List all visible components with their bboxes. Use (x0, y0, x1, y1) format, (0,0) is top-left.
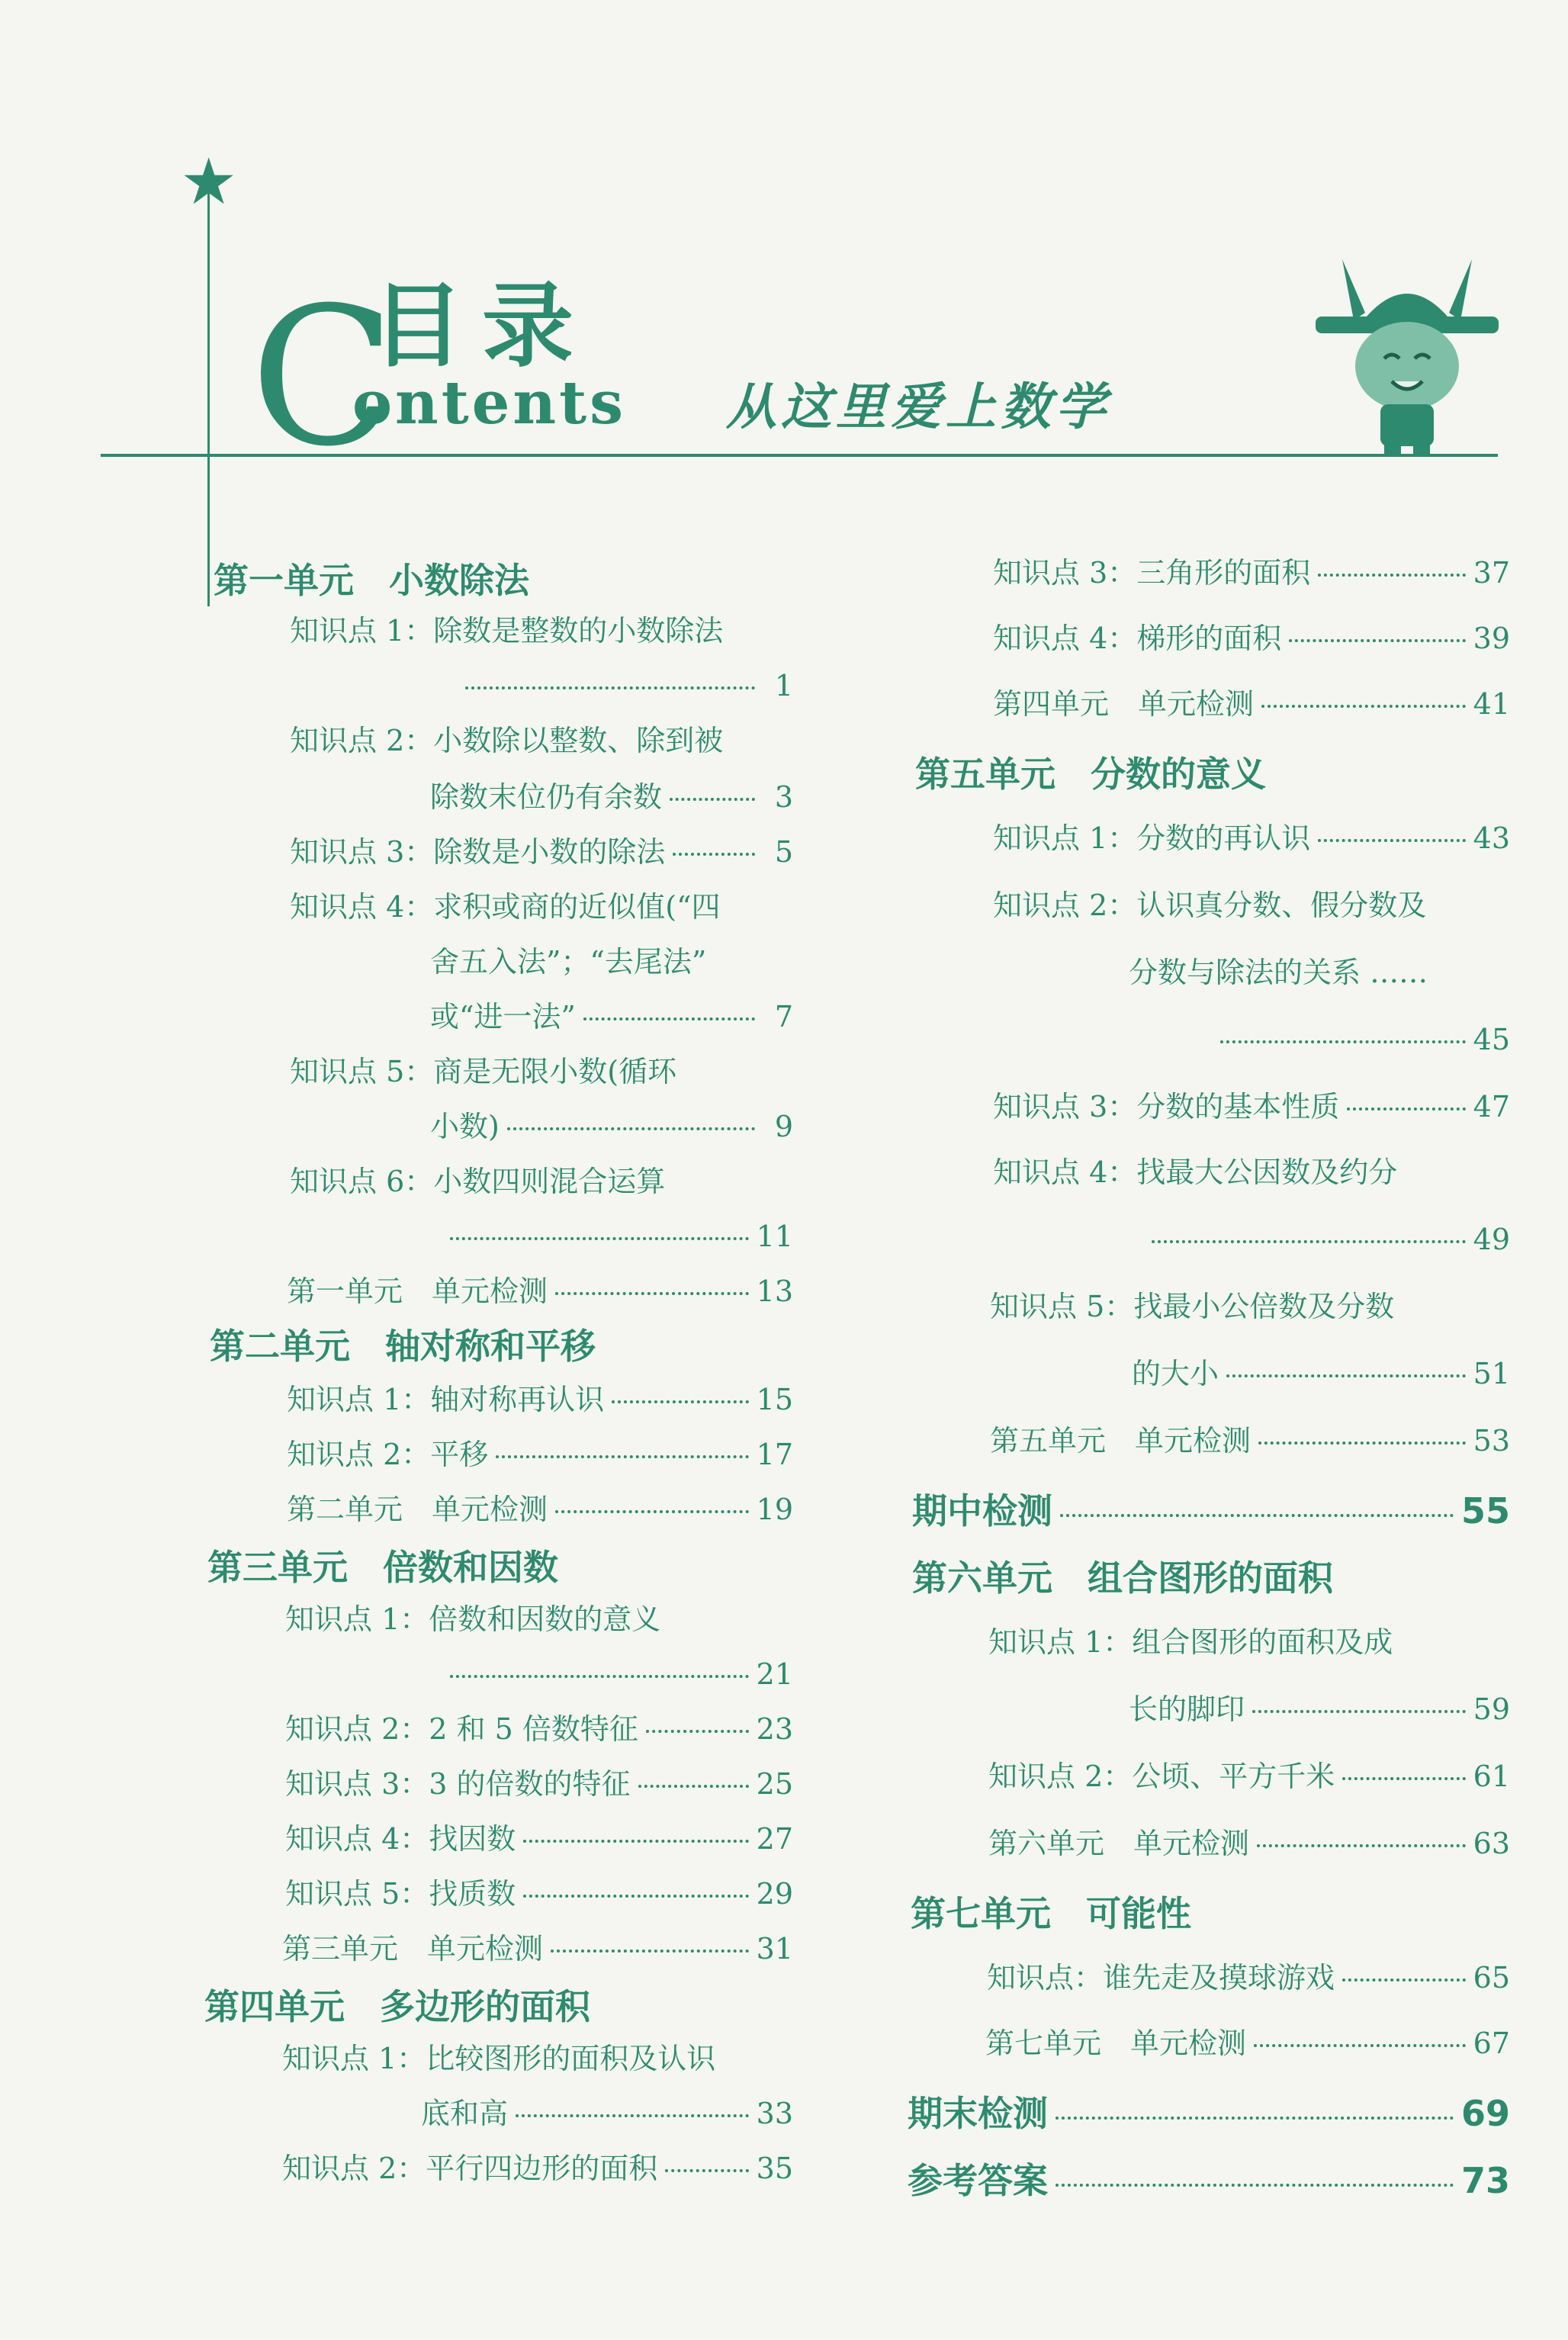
toc-entry-text: 第七单元 单元检测 (985, 2027, 1247, 2060)
toc-page-number: 53 (1473, 1424, 1510, 1458)
toc-entry-text: 知识点 1：分数的再认识 (993, 821, 1311, 855)
toc-entry (993, 687, 1510, 721)
dot-leader (523, 1840, 748, 1843)
toc-page-number: 33 (756, 2097, 793, 2130)
dot-leader (1226, 1374, 1466, 1377)
toc-entry-text: 参考答案 (908, 2160, 1048, 2201)
dot-leader (1347, 1107, 1465, 1111)
toc-entry-text: 知识点 4：找因数 (285, 1822, 516, 1856)
toc-entry-text: 舍五入法”；“去尾法” (430, 945, 707, 979)
toc-entry (988, 1829, 1510, 1858)
toc-entry-text: 知识点 1：倍数和因数的意义 (285, 1602, 661, 1636)
toc-unit-heading (210, 1326, 596, 1367)
toc-page-number: 5 (774, 835, 793, 869)
toc-entry (993, 821, 1510, 855)
toc-entry-text: 期中检测 (912, 1490, 1052, 1532)
dot-leader (551, 1949, 749, 1953)
toc-entry (987, 1963, 1510, 1992)
toc-entry-text: 知识点 2：平行四边形的面积 (282, 2152, 658, 2185)
toc-page-number: 21 (756, 1657, 793, 1691)
dot-leader (1056, 2184, 1454, 2187)
page-title: 目录 (372, 272, 592, 380)
toc-page-number: 61 (1473, 1760, 1510, 1793)
toc-entry-text: 第七单元 可能性 (911, 1893, 1191, 1934)
toc-unit-heading (207, 1547, 558, 1588)
toc-entry-text: 知识点 2：平移 (287, 1438, 489, 1471)
toc-page-number: 59 (1473, 1692, 1510, 1726)
toc-entry (993, 1158, 1397, 1187)
dot-leader (1318, 574, 1465, 577)
dot-leader (465, 686, 755, 689)
toc-unit-heading (912, 1557, 1333, 1599)
toc-page-number: 49 (1473, 1223, 1510, 1256)
dot-leader (450, 1237, 749, 1240)
toc-entry-text: 知识点 2：公顷、平方千米 (988, 1760, 1335, 1793)
page-title-en: ontents (352, 368, 627, 438)
toc-page-number: 11 (756, 1220, 793, 1253)
dot-leader (1258, 1442, 1466, 1445)
toc-entry (421, 2099, 793, 2128)
toc-entry-text: 知识点 1：轴对称再认识 (287, 1383, 605, 1416)
toc-entry-text: 知识点 4：梯形的面积 (993, 622, 1282, 655)
dot-leader (1060, 1514, 1454, 1517)
toc-page-number: 63 (1473, 1827, 1510, 1860)
toc-unit-heading (204, 1986, 590, 2027)
toc-entry (442, 1657, 793, 1691)
toc-entry (287, 1385, 793, 1414)
dot-leader (673, 853, 755, 856)
toc-page-number: 1 (774, 669, 793, 702)
dot-leader (1254, 2044, 1466, 2047)
dot-leader (1342, 1978, 1466, 1982)
toc-entry-text: 第四单元 多边形的面积 (204, 1986, 590, 2027)
toc-entry (1129, 958, 1428, 987)
toc-entry (430, 1112, 793, 1141)
toc-entry (285, 1877, 793, 1911)
dot-leader (612, 1400, 748, 1403)
toc-entry (282, 2154, 793, 2183)
toc-page-number: 9 (774, 1110, 793, 1143)
dot-leader (665, 2169, 748, 2172)
toc-entry-text: 知识点 2：认识真分数、假分数及 (993, 889, 1427, 922)
dot-leader (1220, 1040, 1466, 1043)
dot-leader (555, 1292, 749, 1295)
toc-entry (985, 2029, 1510, 2058)
toc-page-number: 39 (1473, 622, 1510, 655)
dot-leader (638, 1785, 749, 1788)
toc-entry-text: 第四单元 单元检测 (993, 687, 1255, 721)
dot-leader (516, 2114, 749, 2117)
toc-page-number: 15 (756, 1383, 793, 1416)
toc-entry (1213, 1025, 1510, 1054)
toc-page-number: 35 (756, 2152, 793, 2185)
toc-entry (1132, 1359, 1510, 1388)
toc-entry-text: 或“进一法” (430, 1000, 576, 1033)
toc-entry (287, 1440, 793, 1469)
dot-leader (450, 1675, 749, 1678)
toc-entry (458, 671, 793, 700)
toc-entry (290, 1167, 665, 1196)
toc-page-number: 51 (1473, 1357, 1510, 1390)
toc-entry (993, 1092, 1510, 1121)
toc-entry-text: 分数与除法的关系 …… (1129, 956, 1428, 989)
toc-entry-text: 第一单元 小数除法 (214, 560, 529, 601)
toc-entry (430, 780, 793, 814)
dot-leader (1342, 1777, 1465, 1780)
toc-entry (1144, 1225, 1510, 1254)
toc-entry (993, 556, 1510, 590)
toc-entry-text: 第三单元 单元检测 (282, 1932, 544, 1966)
toc-entry-text: 知识点 4：找最大公因数及约分 (993, 1156, 1398, 1189)
toc-entry-text: 知识点 3：三角形的面积 (993, 556, 1311, 590)
toc-entry (282, 2044, 715, 2073)
toc-page-number: 73 (1460, 2160, 1510, 2201)
toc-entry (285, 1822, 793, 1856)
toc-unit-heading (912, 1490, 1510, 1532)
dot-leader (507, 1127, 755, 1130)
toc-page-number: 55 (1460, 1490, 1510, 1532)
dot-leader (523, 1895, 748, 1898)
toc-entry-text: 知识点 3：3 的倍数的特征 (285, 1767, 631, 1801)
dot-leader (1056, 2117, 1454, 2120)
toc-entry (287, 1274, 793, 1308)
toc-entry-text: 底和高 (421, 2097, 509, 2130)
toc-entry-text: 长的脚印 (1129, 1692, 1245, 1726)
vertical-rule (207, 183, 210, 606)
dot-leader (646, 1730, 749, 1733)
toc-entry-text: 知识点 6：小数四则混合运算 (290, 1165, 666, 1198)
toc-entry (290, 890, 721, 924)
toc-entry-text: 知识点：谁先走及摸球游戏 (987, 1961, 1335, 1994)
toc-page-number: 3 (774, 780, 793, 814)
toc-entry-text: 除数末位仍有余数 (430, 780, 663, 814)
dot-leader (1289, 639, 1465, 642)
toc-unit-heading (214, 560, 529, 601)
toc-unit-heading (908, 2093, 1510, 2134)
dot-leader (1318, 839, 1465, 842)
toc-entry (990, 1292, 1394, 1321)
toc-page-number: 41 (1473, 687, 1510, 721)
dot-leader (583, 1017, 755, 1021)
toc-entry (442, 1222, 793, 1251)
toc-entry (988, 1625, 1393, 1659)
toc-entry-text: 知识点 2：小数除以整数、除到被 (290, 724, 724, 757)
toc-page-number: 23 (756, 1712, 793, 1746)
toc-page-number: 27 (756, 1822, 793, 1856)
toc-page-number: 25 (756, 1767, 793, 1801)
toc-entry-text: 知识点 1：比较图形的面积及认识 (282, 2042, 716, 2075)
toc-entry-text: 小数) (430, 1110, 500, 1143)
title-initial: C (250, 266, 397, 488)
toc-page-number: 17 (756, 1438, 793, 1471)
toc-entry-text: 知识点 5：找最小公倍数及分数 (990, 1290, 1395, 1323)
toc-entry (290, 1057, 676, 1086)
toc-page-number: 43 (1473, 821, 1510, 855)
toc-entry (290, 835, 793, 869)
toc-entry-text: 第五单元 单元检测 (990, 1424, 1252, 1458)
toc-entry-text: 第三单元 倍数和因数 (207, 1547, 558, 1588)
toc-page-number: 19 (756, 1493, 793, 1526)
toc-entry-text: 第一单元 单元检测 (287, 1274, 548, 1308)
toc-unit-heading (911, 1893, 1191, 1934)
dot-leader (496, 1455, 748, 1458)
toc-entry (290, 726, 723, 755)
toc-entry-text: 第二单元 轴对称和平移 (210, 1326, 596, 1367)
toc-page-number: 31 (756, 1932, 793, 1966)
toc-entry (290, 614, 724, 648)
toc-page-number: 13 (756, 1274, 793, 1308)
toc-entry (993, 624, 1510, 653)
toc-unit-heading (915, 754, 1266, 795)
toc-entry (1129, 1692, 1510, 1726)
toc-entry-text: 知识点 1：除数是整数的小数除法 (290, 614, 724, 648)
toc-entry (282, 1932, 793, 1966)
toc-entry-text: 第六单元 单元检测 (988, 1827, 1250, 1860)
toc-page-number: 37 (1473, 556, 1510, 590)
toc-entry-text: 知识点 2：2 和 5 倍数特征 (285, 1712, 638, 1746)
slogan: 从这里爱上数学 (726, 377, 1110, 436)
toc-entry-text: 知识点 5：找质数 (285, 1877, 516, 1911)
toc-entry (988, 1762, 1510, 1791)
toc-page-number: 67 (1473, 2027, 1510, 2060)
toc-entry (993, 891, 1426, 920)
dot-leader (670, 798, 755, 801)
dot-leader (1152, 1240, 1466, 1243)
dot-leader (555, 1510, 749, 1513)
toc-entry-text: 知识点 5：商是无限小数(循环 (290, 1055, 677, 1088)
mascot-icon (1312, 244, 1502, 458)
toc-entry (285, 1602, 661, 1636)
toc-entry-text: 知识点 3：分数的基本性质 (993, 1090, 1340, 1123)
toc-page-number: 7 (774, 1000, 793, 1033)
toc-entry-text: 第五单元 分数的意义 (915, 754, 1266, 795)
dot-leader (1257, 1844, 1466, 1847)
toc-entry-text: 知识点 4：求积或商的近似值(“四 (290, 890, 721, 924)
toc-entry (287, 1495, 793, 1524)
toc-page-number: 47 (1473, 1090, 1510, 1123)
toc-entry-text: 第六单元 组合图形的面积 (912, 1557, 1333, 1599)
toc-entry (285, 1712, 793, 1746)
toc-entry (990, 1424, 1510, 1458)
toc-entry-text: 知识点 1：组合图形的面积及成 (988, 1625, 1393, 1659)
toc-entry-text: 期末检测 (908, 2093, 1048, 2134)
toc-entry-text: 的大小 (1132, 1357, 1219, 1390)
toc-page-number: 69 (1460, 2093, 1510, 2134)
dot-leader (1252, 1710, 1466, 1713)
toc-entry (430, 945, 707, 979)
toc-page-number: 65 (1473, 1961, 1510, 1994)
toc-unit-heading (908, 2160, 1510, 2201)
toc-entry-text: 知识点 3：除数是小数的除法 (290, 835, 666, 869)
toc-page-number: 29 (756, 1877, 793, 1911)
toc-entry (285, 1767, 793, 1801)
toc-entry (430, 1002, 793, 1031)
dot-leader (1261, 705, 1466, 708)
toc-entry-text: 第二单元 单元检测 (287, 1493, 548, 1526)
toc-page-number: 45 (1473, 1023, 1510, 1056)
star-icon: ★ (180, 144, 238, 219)
